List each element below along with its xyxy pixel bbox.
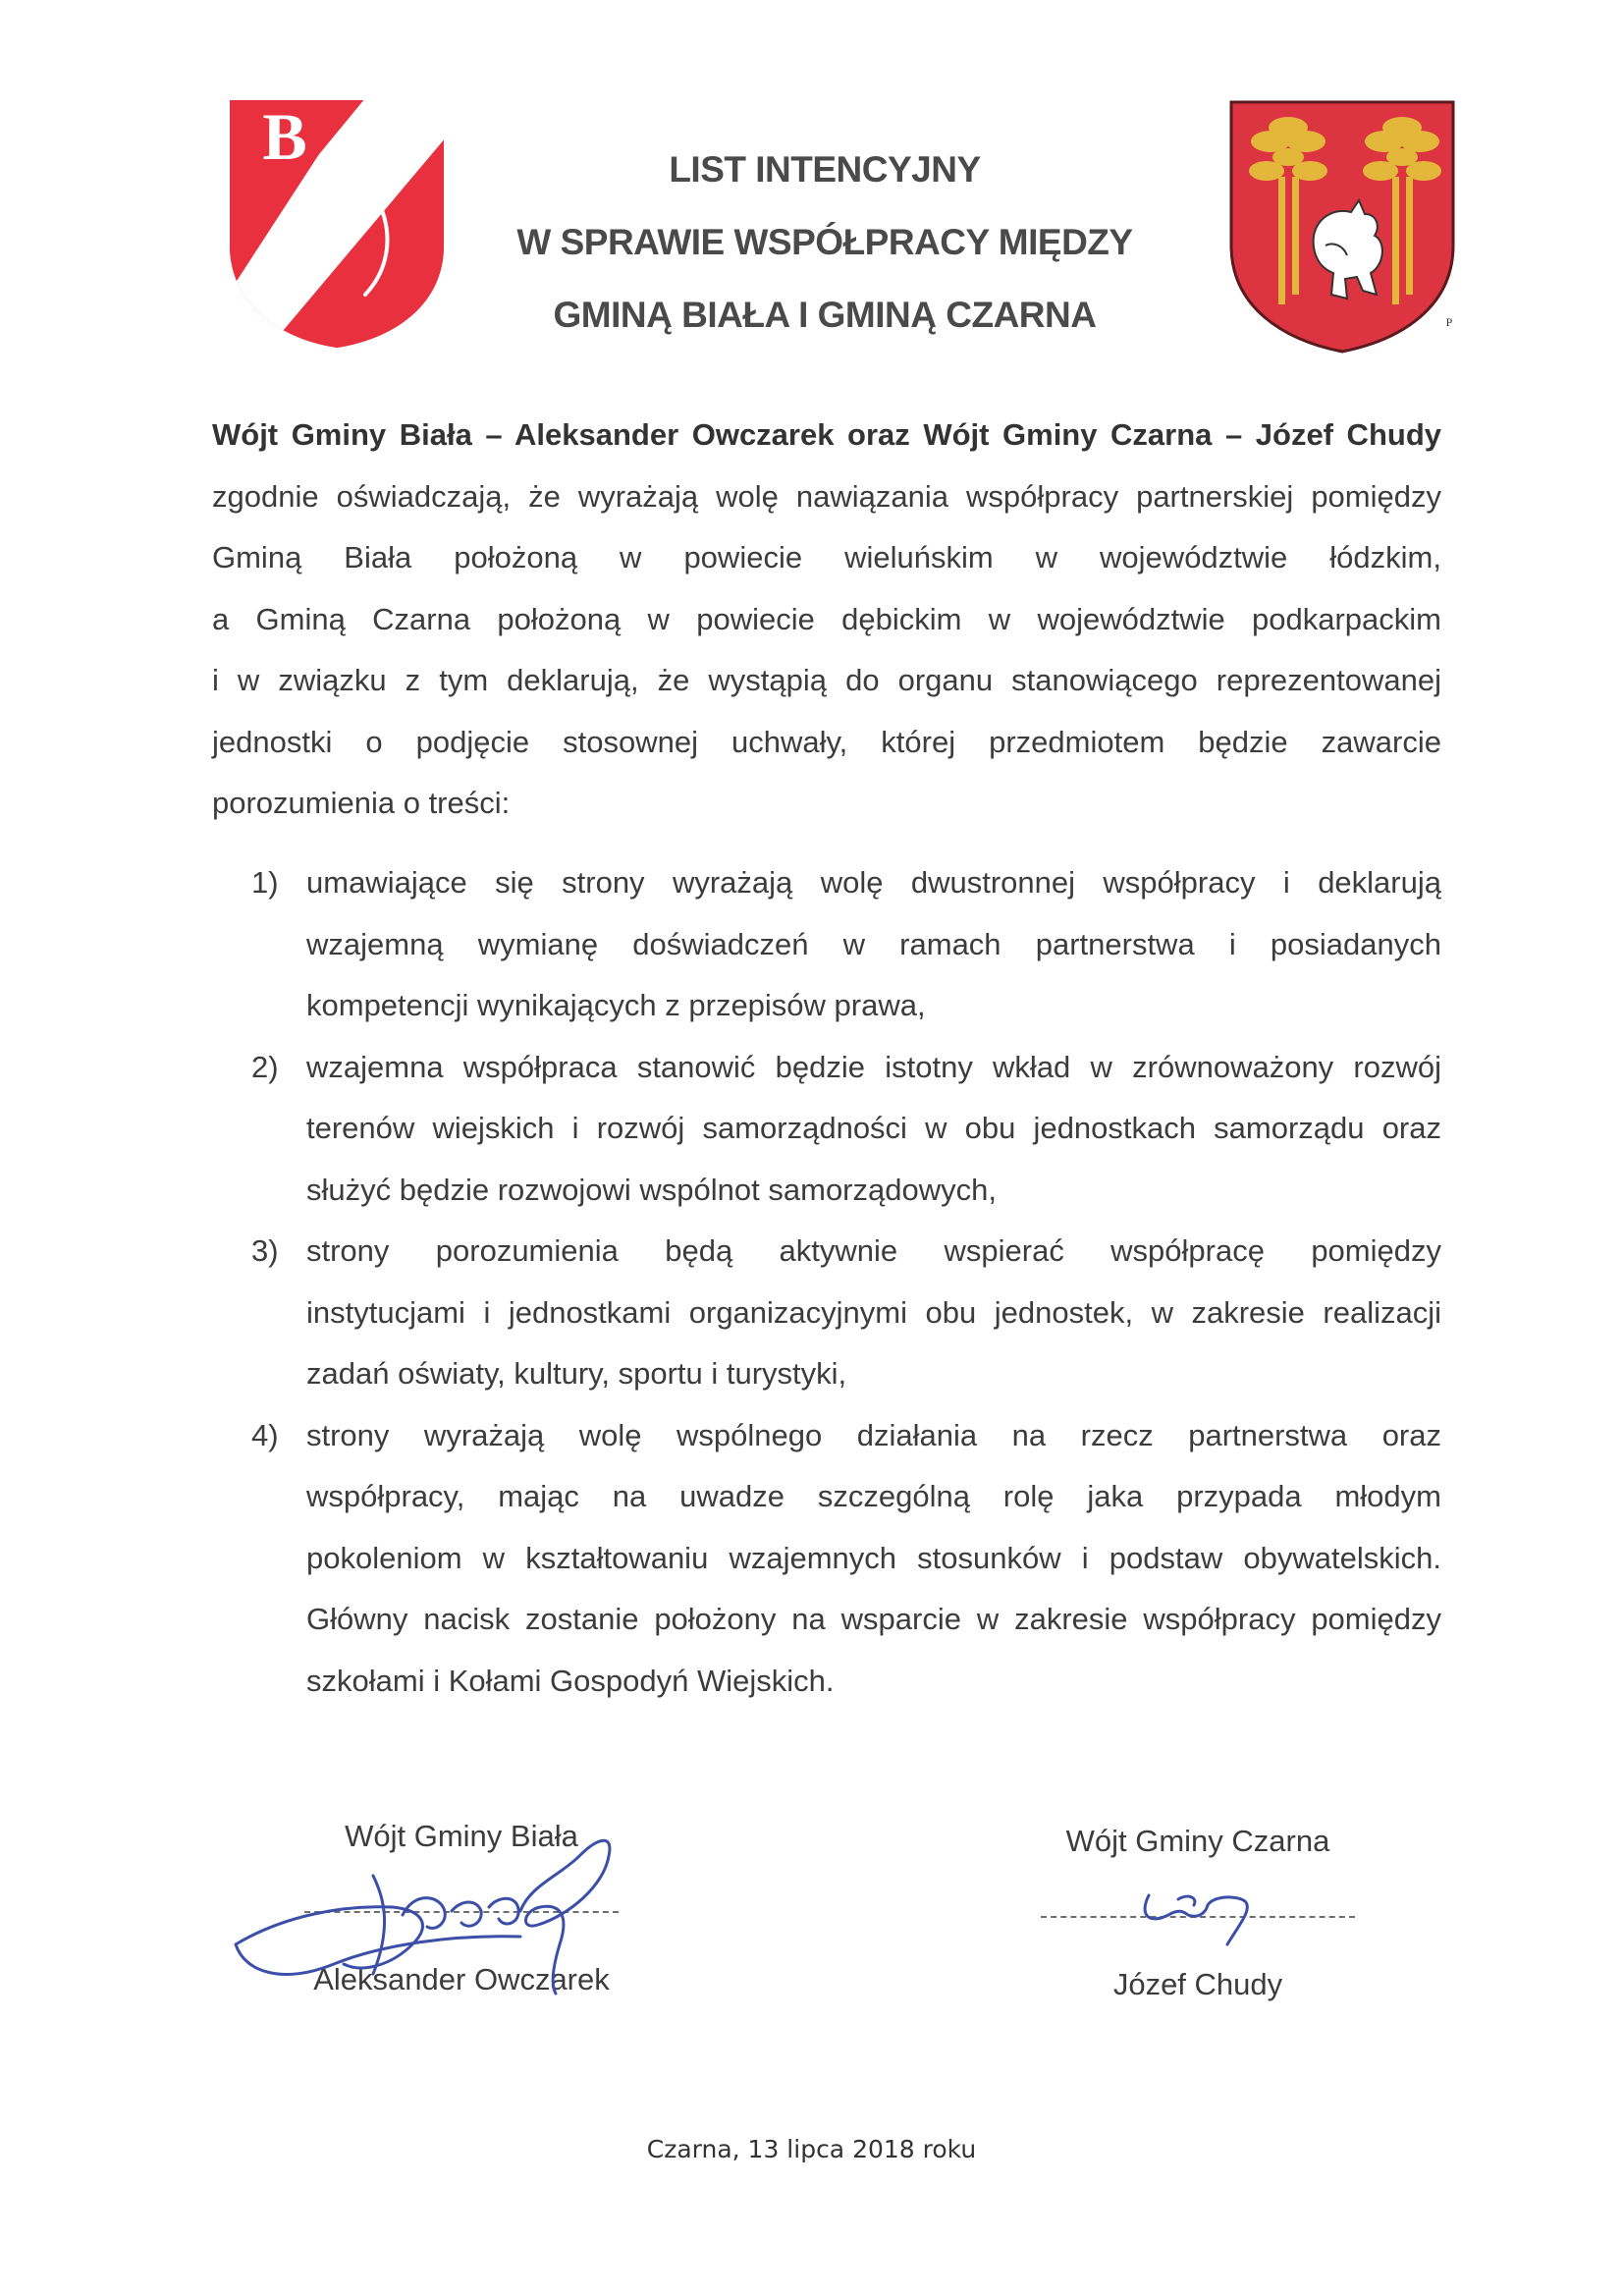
- list-item: [251, 852, 1441, 1037]
- crest-letter: B: [262, 99, 307, 174]
- intro-line: Gminą Biała położoną w powiecie wieluńskim w województwie łódzkim,: [212, 540, 1441, 574]
- point-line: kompetencji wynikających z przepisów prawa,: [306, 988, 926, 1022]
- point-number: 1): [251, 865, 279, 900]
- point-line: strony porozumienia będą aktywnie wspierać współpracę pomiędzy: [306, 1233, 1441, 1268]
- intro-line: zgodnie oświadczają, że wyrażają wolę nawiązania współpracy partnerskiej pomiędzy: [212, 478, 1441, 514]
- point-line: służyć będzie rozwojowi wspólnot samorządowych,: [306, 1172, 997, 1207]
- title-line: LIST INTENCYJNY: [669, 149, 981, 190]
- signatory-name: Aleksander Owczarek: [313, 1962, 610, 1996]
- point-line: wzajemna współpraca stanowić będzie istotny wkład w zrównoważony rozwój: [306, 1049, 1441, 1084]
- intro-paragraph: [212, 405, 1441, 835]
- title-line: GMINĄ BIAŁA I GMINĄ CZARNA: [553, 295, 1097, 335]
- intro-line: porozumienia o treści:: [212, 786, 511, 820]
- list-item: [251, 1221, 1441, 1405]
- signature-line: [1041, 1916, 1355, 1918]
- signatory-name: Józef Chudy: [1112, 1967, 1283, 2001]
- title-line: W SPRAWIE WSPÓŁPRACY MIĘDZY: [516, 222, 1133, 262]
- point-line: Główny nacisk zostanie położony na wsparcie w zakresie współpracy pomiędzy: [306, 1602, 1441, 1636]
- intro-line: a Gminą Czarna położoną w powiecie dębickim w województwie podkarpackim: [212, 601, 1441, 636]
- crest-mark: P: [1445, 315, 1453, 329]
- point-line: instytucjami i jednostkami organizacyjnymi obu jednostek, w zakresie realizacji: [306, 1294, 1441, 1330]
- intro-line: i w związku z tym deklarują, że wystąpią do organu stanowiącego reprezentowanej: [212, 663, 1441, 697]
- signature-block-biala: [285, 1817, 638, 1999]
- czarna-coat-of-arms-icon: [1227, 98, 1457, 355]
- point-line: terenów wiejskich i rozwój samorządności w obu jednostkach samorządu oraz: [306, 1111, 1441, 1145]
- point-number: 2): [251, 1049, 279, 1084]
- point-line: umawiające się strony wyrażają wolę dwustronnej współpracy i deklarują: [306, 865, 1441, 900]
- intro-line: jednostki o podjęcie stosownej uchwały, której przedmiotem będzie zawarcie: [212, 724, 1441, 759]
- point-line: strony wyrażają wolę wspólnego działania na rzecz partnerstwa oraz: [306, 1417, 1441, 1452]
- point-line: pokoleniom w kształtowaniu wzajemnych stosunków i podstaw obywatelskich.: [306, 1540, 1441, 1575]
- point-line: współpracy, mając na uwadze szczególną rolę jaka przypada młodym: [306, 1479, 1441, 1513]
- document-title: [452, 134, 1198, 352]
- intro-line: Wójt Gminy Biała – Aleksander Owczarek oraz Wójt Gminy Czarna – Józef Chudy: [212, 417, 1441, 452]
- signatory-role: Wójt Gminy Czarna: [1065, 1824, 1330, 1858]
- biala-coat-of-arms-icon: [228, 98, 446, 350]
- place-and-date: Czarna, 13 lipca 2018 roku: [646, 2135, 977, 2163]
- point-line: zadań oświaty, kultury, sportu i turystyki,: [306, 1356, 847, 1391]
- list-item: [251, 1037, 1441, 1222]
- point-number: 3): [251, 1233, 279, 1268]
- signature-line: [304, 1911, 619, 1913]
- point-line: wzajemną wymianę doświadczeń w ramach partnerstwa i posiadanych: [306, 926, 1441, 961]
- signatory-role: Wójt Gminy Biała: [345, 1819, 578, 1853]
- point-number: 4): [251, 1417, 279, 1452]
- point-line: szkołami i Kołami Gospodyń Wiejskich.: [306, 1663, 835, 1698]
- list-item: [251, 1405, 1441, 1713]
- signature-block-czarna: [1021, 1822, 1375, 2004]
- agreement-points-list: [251, 852, 1441, 1712]
